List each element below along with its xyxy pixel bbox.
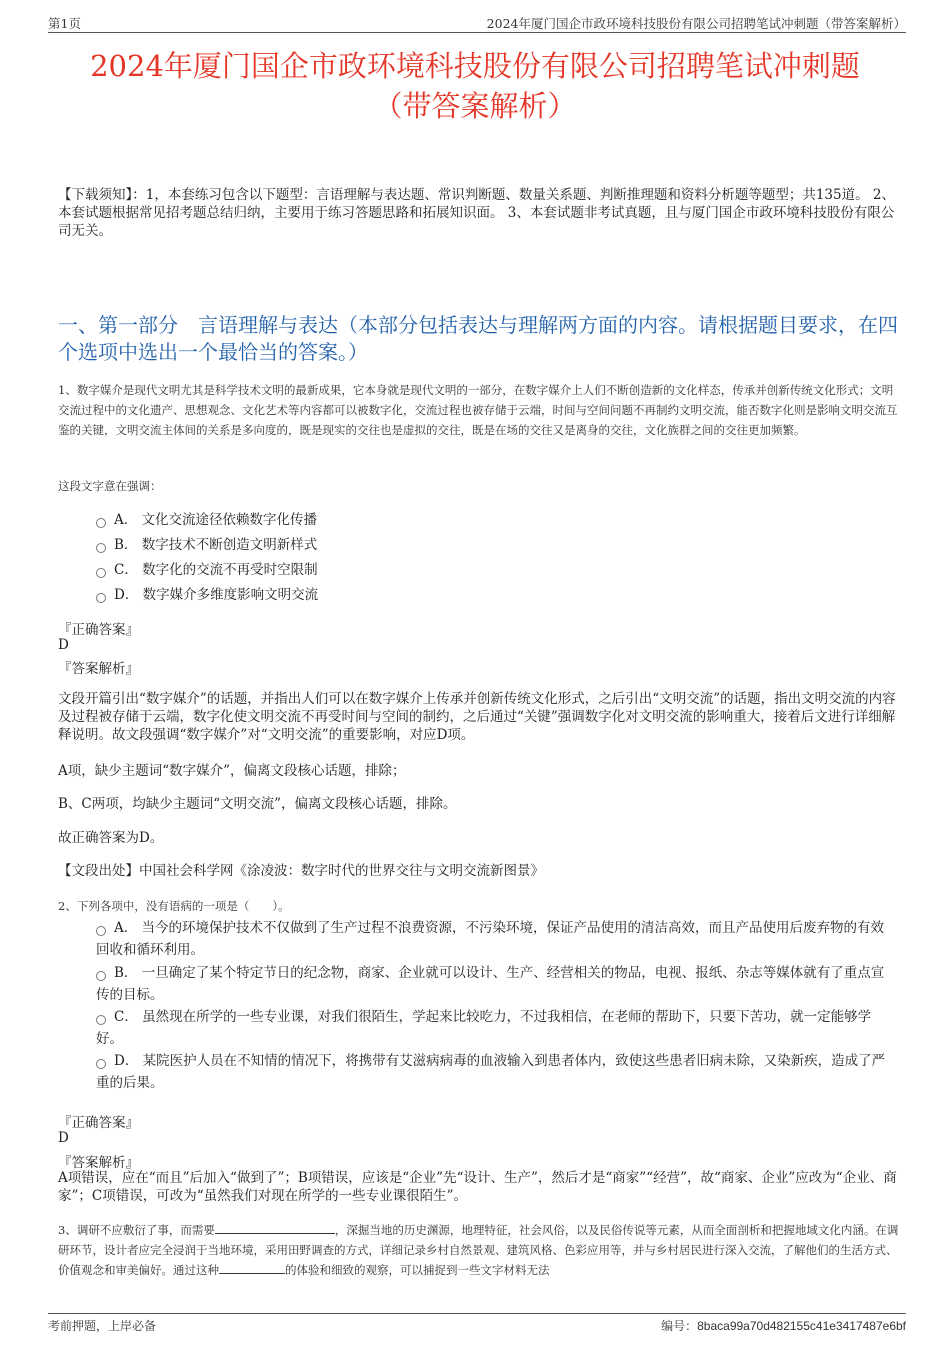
page-header xyxy=(48,14,906,33)
analysis-paragraph: 故正确答案为D。 xyxy=(58,830,164,846)
analysis-paragraph: B、C两项，均缺少主题词“文明交流”，偏离文段核心话题，排除。 xyxy=(58,796,457,812)
answer-label: 『正确答案』 xyxy=(58,622,139,638)
footer-code xyxy=(661,1317,906,1334)
page-number: 第1页 xyxy=(48,16,81,31)
answer-value: D xyxy=(58,1130,69,1146)
question-2-stem: 2、下列各项中，没有语病的一项是（ ）。 xyxy=(58,899,290,913)
question-3-text-b: ，深掘当地的历史渊源，地理特征，社会风俗，以及民俗传说等元素，从而全面剖析和把握地域文化内涵。在调研环节，设计者应完全浸润于当地环境，采用田野调查的方式，详细记录乡村自然景观、建筑风格、色彩应用等，并与乡村居民进行深入交流，了解他们的生活方式、价值观念和审美偏好。通过这种 xyxy=(58,1223,899,1277)
blank-2[interactable] xyxy=(219,1261,285,1274)
question-1-stem: 1、数字媒介是现代文明尤其是科学技术文明的最新成果，它本身就是现代文明的一部分，在数字媒介上人们不断创造新的文化样态，传承并创新传统文化形式；文明交流过程中的文化遗产、思想观念、文化艺术等内容都可以被数字化，交流过程也被存储于云端，时间与空间问题不再制约文明交流，能否数字化则是影响文明交流互鉴的关键，文明交流主体间的关系是多向度的，既是现实的交往也是虚拟的交往，既是在场的交往又是离身的交往，文化族群之间的交往更加频繁。 xyxy=(58,383,898,437)
radio-icon[interactable] xyxy=(96,568,106,578)
radio-icon[interactable] xyxy=(96,543,106,553)
radio-icon[interactable] xyxy=(96,593,106,603)
radio-icon[interactable] xyxy=(96,1015,106,1025)
blank-1[interactable] xyxy=(215,1221,335,1234)
radio-icon[interactable] xyxy=(96,518,106,528)
page-footer xyxy=(48,1313,906,1334)
question-1-ask: 这段文字意在强调： xyxy=(58,479,162,493)
option-a-text: A． 当今的环境保护技术不仅做到了生产过程不浪费资源，不污染环境，保证产品使用的清洁高效，而且产品使用后废弃物的有效回收和循环利用。 xyxy=(96,920,885,958)
title-line-2: （带答案解析） xyxy=(373,89,577,123)
title-line-1: 2024年厦门国企市政环境科技股份有限公司招聘笔试冲刺题 xyxy=(90,49,860,83)
option-b[interactable] xyxy=(96,962,886,1006)
option-b[interactable] xyxy=(96,533,796,558)
option-b-text: B． 一旦确定了某个特定节日的纪念物，商家、企业就可以设计、生产、经营相关的物品，电视、报纸、杂志等媒体就有了重点宣传的目标。 xyxy=(96,965,885,1003)
option-c[interactable] xyxy=(96,1006,886,1050)
analysis-paragraph: 文段开篇引出“数字媒介”的话题，并指出人们可以在数字媒介上传承并创新传统文化形式，之后引出“文明交流”的话题，指出文明交流的内容及过程被存储于云端，数字化使文明交流不再受时间与空间的制约，之后通过“关键”强调数字化对文明交流的影响重大，接着后文进行详细解释说明。故文段强调“数字媒介”对“文明交流”的重要影响，对应D项。 xyxy=(58,691,896,743)
option-c-text: C． 数字化的交流不再受时空限制 xyxy=(114,562,318,578)
document-title xyxy=(40,46,910,126)
analysis-label: 『答案解析』 xyxy=(58,1155,139,1171)
section-heading: 一、第一部分 言语理解与表达（本部分包括表达与理解两方面的内容。请根据题目要求，在四个选项中选出一个最恰当的答案。） xyxy=(58,313,898,364)
question-3-text-a: 3、调研不应敷衍了事，而需要 xyxy=(58,1223,215,1237)
download-notice: 【下载须知】：1，本套练习包含以下题型：言语理解与表达题、常识判断题、数量关系题、判断推理题和资料分析题等题型；共135道。 2、本套试题根据常见招考题总结归纳，主要用于练习答题思路和拓展知识面。 3、本套试题非考试真题，且与厦门国企市政环境科技股份有限公司无关。 xyxy=(58,187,895,239)
question-1-options xyxy=(96,508,796,608)
option-c-text: C． 虽然现在所学的一些专业课，对我们很陌生，学起来比较吃力，不过我相信，在老师的帮助下，只要下苦功，就一定能够学好。 xyxy=(96,1009,872,1047)
source-citation: 【文段出处】中国社会科学网《涂凌波：数字时代的世界交往与文明交流新图景》 xyxy=(58,863,544,879)
option-a-text: A． 文化交流途径依赖数字化传播 xyxy=(114,512,318,528)
option-b-text: B． 数字技术不断创造文明新样式 xyxy=(114,537,318,553)
option-d-text: D． 某院医护人员在不知情的情况下，将携带有艾滋病病毒的血液输入到患者体内，致使这些患者旧病未除，又染新疾，造成了严重的后果。 xyxy=(96,1053,886,1091)
radio-icon[interactable] xyxy=(96,926,106,936)
code-value: 8baca99a70d482155c41e3417487e6bf xyxy=(697,1319,906,1333)
radio-icon[interactable] xyxy=(96,971,106,981)
question-3-stem xyxy=(58,1220,900,1280)
question-3-text-c: 的体验和细致的观察，可以捕捉到一些文字材料无法 xyxy=(285,1263,550,1277)
option-a[interactable] xyxy=(96,917,886,961)
option-d[interactable] xyxy=(96,583,796,608)
option-d[interactable] xyxy=(96,1050,886,1094)
analysis-paragraph: A项错误，应在“而且”后加入“做到了”；B项错误，应该是“企业”先“设计、生产”，然后才是“商家”“经营”，故“商家、企业”应改为“企业、商家”；C项错误，可改为“虽然我们对现在所学的一些专业课很陌生”。 xyxy=(58,1170,897,1204)
radio-icon[interactable] xyxy=(96,1059,106,1069)
option-c[interactable] xyxy=(96,558,796,583)
answer-value: D xyxy=(58,637,69,653)
option-a[interactable] xyxy=(96,508,796,533)
answer-label: 『正确答案』 xyxy=(58,1115,139,1131)
analysis-label: 『答案解析』 xyxy=(58,661,139,677)
footer-slogan: 考前押题，上岸必备 xyxy=(48,1319,157,1333)
analysis-paragraph: A项，缺少主题词“数字媒介”，偏离文段核心话题，排除； xyxy=(58,763,406,779)
code-label: 编号： xyxy=(661,1319,698,1333)
option-d-text: D． 数字媒介多维度影响文明交流 xyxy=(114,587,319,603)
header-doc-title: 2024年厦门国企市政环境科技股份有限公司招聘笔试冲刺题（带答案解析） xyxy=(486,16,906,31)
